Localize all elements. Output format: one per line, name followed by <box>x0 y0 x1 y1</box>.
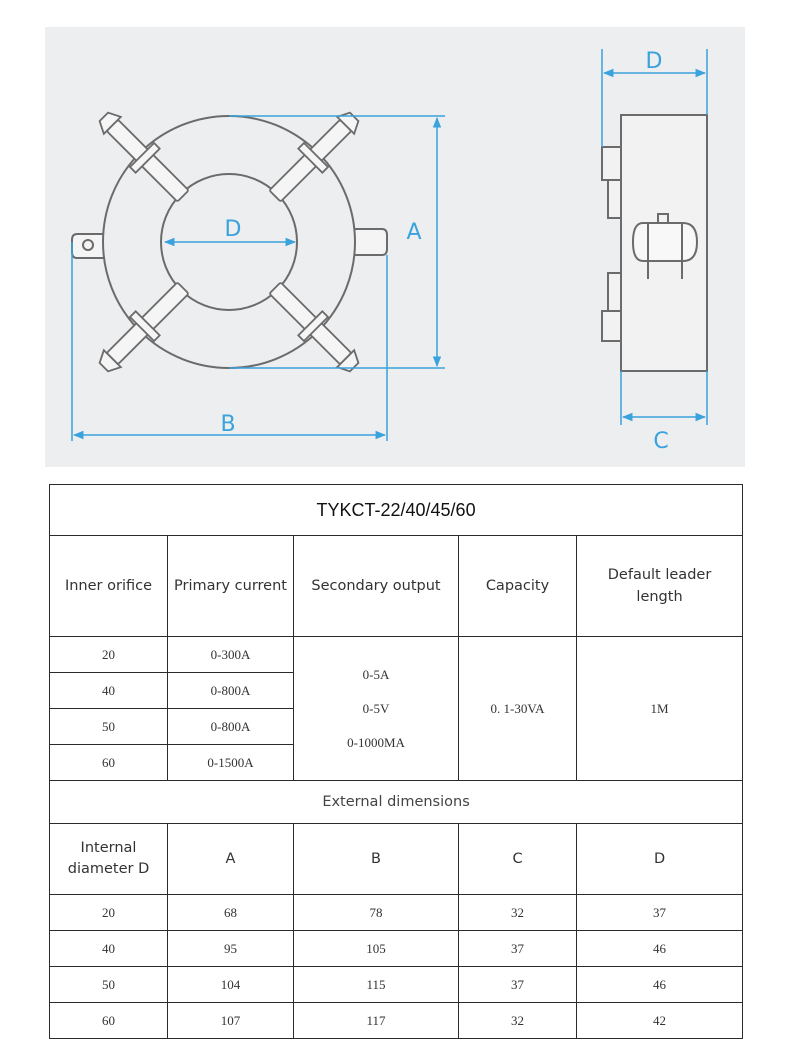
dim-cell: 68 <box>168 895 294 931</box>
dim-cell: 42 <box>577 1003 743 1039</box>
capacity-cell: 0. 1-30VA <box>459 637 577 781</box>
spec-table <box>49 484 743 1039</box>
dim-header-c: C <box>459 824 577 895</box>
primary-current-cell: 0-800A <box>168 673 294 709</box>
table-title: TYKCT-22/40/45/60 <box>50 485 743 536</box>
table-row <box>50 637 743 673</box>
secondary-output-line: 0-1000MA <box>347 734 405 750</box>
dim-cell: 32 <box>459 1003 577 1039</box>
dim-cell: 46 <box>577 931 743 967</box>
dim-cell: 32 <box>459 895 577 931</box>
spec-header-row <box>50 536 743 637</box>
primary-current-cell: 0-1500A <box>168 745 294 781</box>
label-a: A <box>406 220 422 245</box>
secondary-output-line: 0-5A <box>362 666 390 682</box>
dim-cell: 50 <box>50 967 168 1003</box>
dim-cell: 117 <box>294 1003 459 1039</box>
header-leader-length: Default leader length <box>577 536 743 637</box>
dim-cell: 37 <box>459 931 577 967</box>
table-row <box>50 895 743 931</box>
dimensions-title: External dimensions <box>50 781 743 824</box>
label-b: B <box>220 412 236 437</box>
drawing-svg <box>45 27 745 467</box>
side-view <box>602 115 707 371</box>
inner-orifice-cell: 20 <box>50 637 168 673</box>
label-c: C <box>653 429 669 454</box>
dim-header-d: D <box>577 824 743 895</box>
dim-cell: 78 <box>294 895 459 931</box>
label-d-inner: D <box>224 217 242 242</box>
dimensions-title-row <box>50 781 743 824</box>
header-capacity: Capacity <box>459 536 577 637</box>
label-d-side: D <box>645 49 663 74</box>
secondary-output-cell <box>294 637 459 781</box>
dim-cell: 37 <box>459 967 577 1003</box>
table-title-row <box>50 485 743 536</box>
leader-length-cell: 1M <box>577 637 743 781</box>
dim-cell: 95 <box>168 931 294 967</box>
dim-header-row <box>50 824 743 895</box>
header-secondary-output: Secondary output <box>294 536 459 637</box>
dim-cell: 104 <box>168 967 294 1003</box>
inner-orifice-cell: 50 <box>50 709 168 745</box>
table-row <box>50 967 743 1003</box>
dim-cell: 60 <box>50 1003 168 1039</box>
dim-cell: 37 <box>577 895 743 931</box>
header-inner-orifice: Inner orifice <box>50 536 168 637</box>
inner-orifice-cell: 40 <box>50 673 168 709</box>
dim-cell: 107 <box>168 1003 294 1039</box>
header-primary-current: Primary current <box>168 536 294 637</box>
dim-header-b: B <box>294 824 459 895</box>
table-row <box>50 1003 743 1039</box>
dim-cell: 46 <box>577 967 743 1003</box>
primary-current-cell: 0-300A <box>168 637 294 673</box>
dimension-drawing <box>45 27 745 467</box>
dim-cell: 40 <box>50 931 168 967</box>
dim-cell: 20 <box>50 895 168 931</box>
table-row <box>50 931 743 967</box>
inner-orifice-cell: 60 <box>50 745 168 781</box>
dim-header-a: A <box>168 824 294 895</box>
dim-cell: 115 <box>294 967 459 1003</box>
secondary-output-line: 0-5V <box>362 700 390 716</box>
dim-cell: 105 <box>294 931 459 967</box>
dim-header-internal-diameter: Internal diameter D <box>50 824 168 895</box>
primary-current-cell: 0-800A <box>168 709 294 745</box>
